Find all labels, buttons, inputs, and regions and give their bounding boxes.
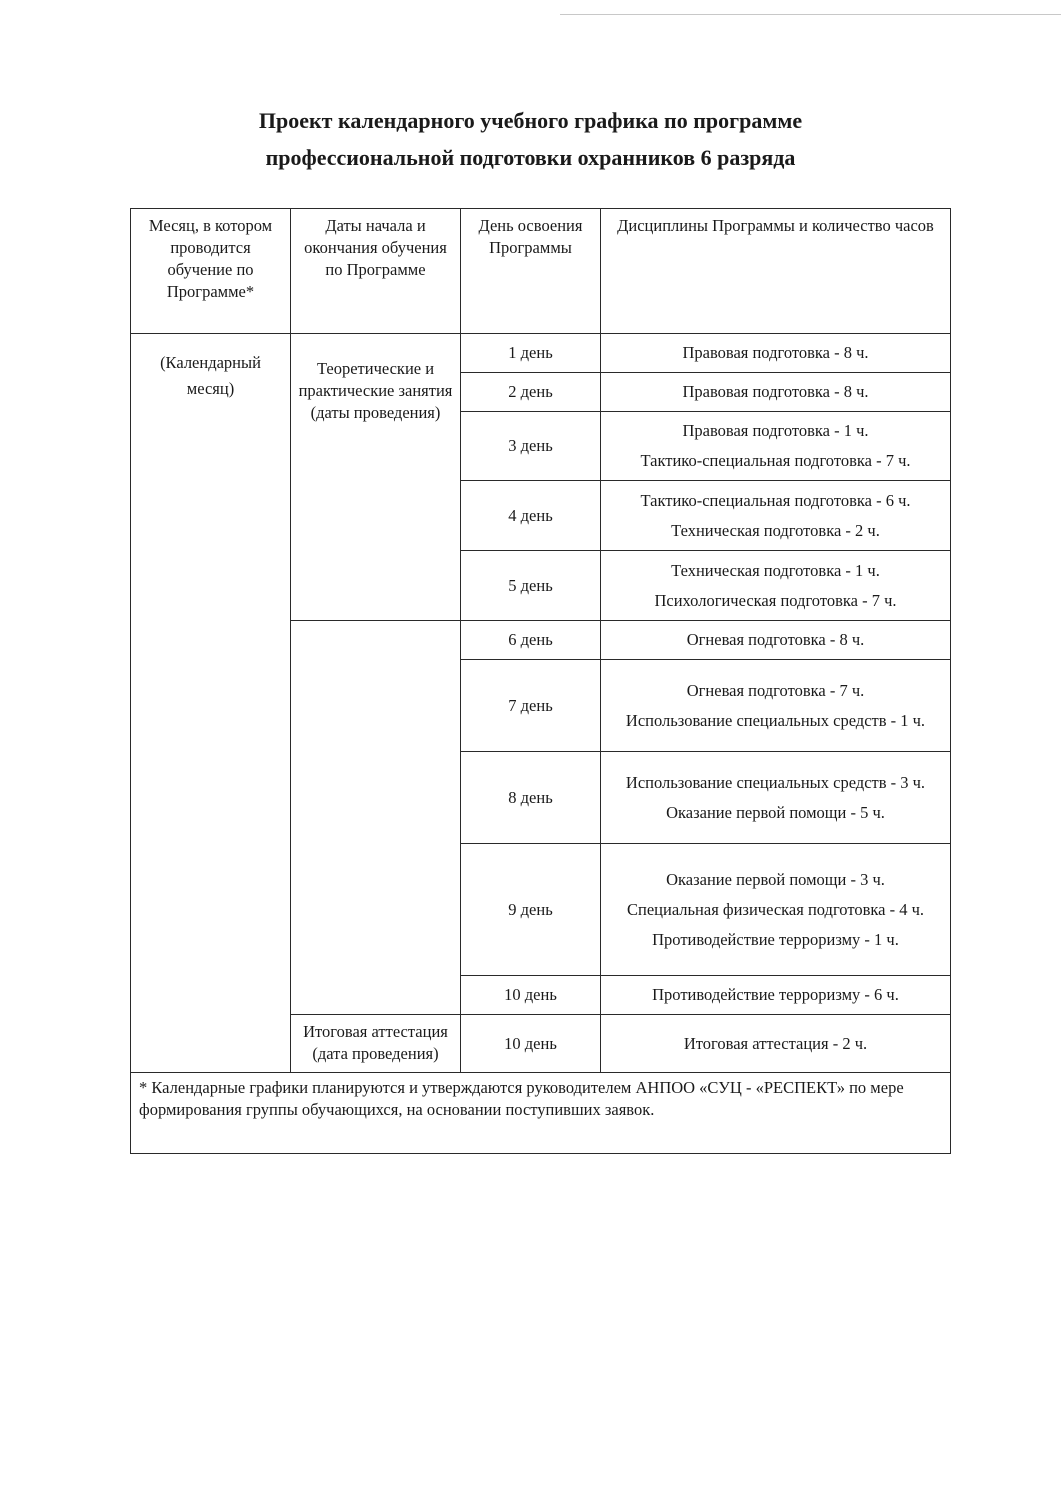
footnote: * Календарные графики планируются и утверждаются руководителем АНПОО «СУЦ - «РЕСПЕКТ» по мере формирования группы обучающихся, на основании поступивших заявок. xyxy=(131,1073,951,1154)
table-row xyxy=(131,334,951,373)
discipline-item: Правовая подготовка - 1 ч. xyxy=(682,421,869,440)
discipline-item: Итоговая аттестация - 2 ч. xyxy=(683,1033,868,1053)
page-title xyxy=(0,102,1061,176)
disciplines-cell xyxy=(601,1015,951,1073)
discipline-item: Психологическая подготовка - 7 ч. xyxy=(654,590,897,610)
schedule-table xyxy=(130,208,951,1154)
day-cell: 10 день xyxy=(461,1015,601,1073)
disciplines-cell xyxy=(601,976,951,1015)
discipline-item: Использование специальных средств - 3 ч. xyxy=(625,772,926,792)
header-day: День освоения Программы xyxy=(461,209,601,334)
empty-dates-cell xyxy=(291,621,461,1015)
day-cell: 5 день xyxy=(461,551,601,621)
discipline-item: Тактико-специальная подготовка - 7 ч. xyxy=(640,451,911,470)
header-row xyxy=(131,209,951,334)
discipline-item: Огневая подготовка - 7 ч. xyxy=(686,680,865,700)
disciplines-cell xyxy=(601,334,951,373)
day-cell: 4 день xyxy=(461,481,601,551)
day-cell: 3 день xyxy=(461,412,601,481)
disciplines-cell xyxy=(601,660,951,752)
discipline-item: Огневая подготовка - 8 ч. xyxy=(686,630,865,649)
disciplines-cell xyxy=(601,481,951,551)
discipline-item: Правовая подготовка - 8 ч. xyxy=(682,343,869,362)
day-cell: 8 день xyxy=(461,752,601,844)
title-line-2: профессиональной подготовки охранников 6 разряда xyxy=(265,145,796,170)
day-cell: 1 день xyxy=(461,334,601,373)
discipline-item: Противодействие терроризму - 1 ч. xyxy=(652,929,899,949)
discipline-item: Техническая подготовка - 1 ч. xyxy=(671,560,880,580)
header-dates: Даты начала и окончания обучения по Программе xyxy=(291,209,461,334)
discipline-item: Оказание первой помощи - 3 ч. xyxy=(666,869,885,889)
day-cell: 10 день xyxy=(461,976,601,1015)
title-line-1: Проект календарного учебного графика по программе xyxy=(258,108,803,133)
header-month: Месяц, в котором проводится обучение по Программе* xyxy=(131,209,291,334)
day-cell: 2 день xyxy=(461,373,601,412)
final-dates-cell: Итоговая аттестация (дата проведения) xyxy=(291,1015,461,1073)
header-disciplines: Дисциплины Программы и количество часов xyxy=(601,209,951,334)
discipline-item: Техническая подготовка - 2 ч. xyxy=(671,520,880,540)
discipline-item: Специальная физическая подготовка - 4 ч. xyxy=(627,899,924,919)
footnote-row xyxy=(131,1073,951,1154)
discipline-item: Использование специальных средств - 1 ч. xyxy=(625,710,926,730)
discipline-item: Противодействие терроризму - 6 ч. xyxy=(652,985,899,1004)
discipline-item: Правовая подготовка - 8 ч. xyxy=(682,382,869,401)
disciplines-cell xyxy=(601,412,951,481)
discipline-item: Оказание первой помощи - 5 ч. xyxy=(666,802,885,822)
disciplines-cell xyxy=(601,551,951,621)
scan-edge-line xyxy=(560,14,1061,15)
day-cell: 6 день xyxy=(461,621,601,660)
day-cell: 7 день xyxy=(461,660,601,752)
day-cell: 9 день xyxy=(461,844,601,976)
disciplines-cell xyxy=(601,621,951,660)
discipline-item: Тактико-специальная подготовка - 6 ч. xyxy=(640,490,911,510)
month-cell: (Календарный месяц) xyxy=(131,334,291,1073)
disciplines-cell xyxy=(601,373,951,412)
disciplines-cell xyxy=(601,844,951,976)
theory-dates-cell: Теоретические и практические занятия (даты проведения) xyxy=(291,334,461,621)
disciplines-cell xyxy=(601,752,951,844)
